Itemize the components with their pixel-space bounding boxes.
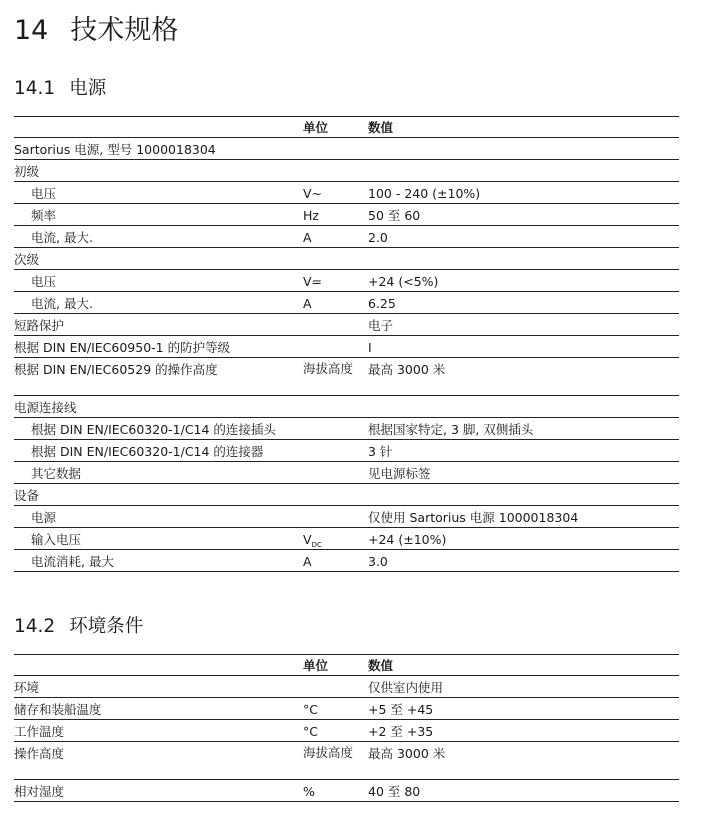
chapter-title xyxy=(14,8,178,47)
table-row xyxy=(14,270,679,292)
row-unit xyxy=(303,553,312,570)
row-value: 最高 3000 米 xyxy=(368,746,446,761)
row-label: 初级 xyxy=(14,164,40,179)
row-unit-text: V~ xyxy=(303,186,323,201)
chapter-number: 14 xyxy=(14,15,49,46)
row-unit-text: °C xyxy=(303,724,318,739)
table-row xyxy=(14,336,679,358)
table-row xyxy=(14,248,679,270)
table-row xyxy=(14,720,679,742)
row-unit xyxy=(303,745,355,761)
table-row xyxy=(14,506,679,528)
table-row xyxy=(14,314,679,336)
row-unit-text: 海拔高度 xyxy=(303,361,354,376)
row-value: 根据国家特定, 3 脚, 双侧插头 xyxy=(368,422,534,437)
row-unit-text: A xyxy=(303,554,312,569)
row-value: 见电源标签 xyxy=(368,466,431,481)
header-value: 数值 xyxy=(368,658,394,673)
table-row xyxy=(14,358,679,396)
row-value: 50 至 60 xyxy=(368,208,421,223)
row-label: Sartorius 电源, 型号 1000018304 xyxy=(14,142,216,157)
row-unit xyxy=(303,207,319,224)
row-label: 输入电压 xyxy=(31,532,82,547)
row-label: 电压 xyxy=(31,186,57,201)
row-value: +2 至 +35 xyxy=(368,724,434,739)
row-label: 电流, 最大. xyxy=(31,230,93,245)
row-value: 2.0 xyxy=(368,230,388,245)
row-value: 100 - 240 (±10%) xyxy=(368,186,481,201)
row-unit-subscript: DC xyxy=(311,541,322,549)
table-row xyxy=(14,780,679,802)
header-unit: 单位 xyxy=(303,120,329,135)
row-label: 根据 DIN EN/IEC60320-1/C14 的连接器 xyxy=(31,444,264,459)
row-label: 其它数据 xyxy=(31,466,82,481)
section-title-text: 电源 xyxy=(69,78,107,99)
row-unit-text: A xyxy=(303,296,312,311)
row-unit-text: V= xyxy=(303,274,323,289)
row-unit xyxy=(303,229,312,246)
row-value: 仅使用 Sartorius 电源 1000018304 xyxy=(368,510,579,525)
table-row xyxy=(14,396,679,418)
header-unit: 单位 xyxy=(303,658,329,673)
table-row xyxy=(14,676,679,698)
power-spec-table xyxy=(14,116,679,572)
row-unit-text: °C xyxy=(303,702,318,717)
row-unit-text: Hz xyxy=(303,208,319,223)
table-row xyxy=(14,698,679,720)
row-label: 电源连接线 xyxy=(14,400,77,415)
table-row xyxy=(14,550,679,572)
environment-spec-table xyxy=(14,654,679,802)
row-label: 电压 xyxy=(31,274,57,289)
row-unit xyxy=(303,273,322,290)
row-unit xyxy=(303,723,318,740)
header-value: 数值 xyxy=(368,120,394,135)
chapter-title-text: 技术规格 xyxy=(70,15,179,46)
row-value: 仅供室内使用 xyxy=(368,680,444,695)
section-title-text: 环境条件 xyxy=(69,616,144,637)
row-label: 环境 xyxy=(14,680,40,695)
row-label: 根据 DIN EN/IEC60529 的操作高度 xyxy=(14,362,218,377)
row-label: 工作温度 xyxy=(14,724,65,739)
row-label: 短路保护 xyxy=(14,318,65,333)
row-value: +5 至 +45 xyxy=(368,702,434,717)
table-row xyxy=(14,528,679,550)
row-label: 操作高度 xyxy=(14,746,65,761)
row-value: +24 (<5%) xyxy=(368,274,439,289)
table-row xyxy=(14,418,679,440)
row-value: +24 (±10%) xyxy=(368,532,447,547)
row-label: 频率 xyxy=(31,208,57,223)
row-value: 3 针 xyxy=(368,444,393,459)
row-value: 最高 3000 米 xyxy=(368,362,446,377)
row-value: 3.0 xyxy=(368,554,388,569)
table-row xyxy=(14,462,679,484)
table-row xyxy=(14,160,679,182)
row-label: 根据 DIN EN/IEC60320-1/C14 的连接插头 xyxy=(31,422,276,437)
table-row xyxy=(14,226,679,248)
row-unit xyxy=(303,295,312,312)
table-row xyxy=(14,484,679,506)
row-unit xyxy=(303,185,322,202)
row-label: 设备 xyxy=(14,488,40,503)
row-unit-text: 海拔高度 xyxy=(303,745,354,760)
row-label: 相对湿度 xyxy=(14,784,65,799)
row-unit xyxy=(303,701,318,718)
table-header-row xyxy=(14,117,679,138)
row-value: 40 至 80 xyxy=(368,784,421,799)
row-unit-text: % xyxy=(303,784,315,799)
row-label: 根据 DIN EN/IEC60950-1 的防护等级 xyxy=(14,340,231,355)
row-unit xyxy=(303,361,355,377)
section-title-environment xyxy=(14,612,143,638)
row-label: 电源 xyxy=(31,510,57,525)
row-label: 储存和装船温度 xyxy=(14,702,102,717)
table-row xyxy=(14,440,679,462)
row-value: I xyxy=(368,340,372,355)
table-row xyxy=(14,182,679,204)
row-unit-text: A xyxy=(303,230,312,245)
table-row xyxy=(14,138,679,160)
section-number: 14.2 xyxy=(14,616,56,637)
table-row xyxy=(14,292,679,314)
row-unit-text: V xyxy=(303,532,312,547)
section-title-power xyxy=(14,74,106,100)
section-number: 14.1 xyxy=(14,78,56,99)
row-unit xyxy=(303,783,315,800)
table-row xyxy=(14,742,679,780)
row-value: 6.25 xyxy=(368,296,396,311)
row-label: 电流消耗, 最大 xyxy=(31,554,114,569)
table-row xyxy=(14,204,679,226)
row-label: 次级 xyxy=(14,252,40,267)
row-value: 电子 xyxy=(368,318,394,333)
table-header-row xyxy=(14,655,679,676)
row-label: 电流, 最大. xyxy=(31,296,93,311)
